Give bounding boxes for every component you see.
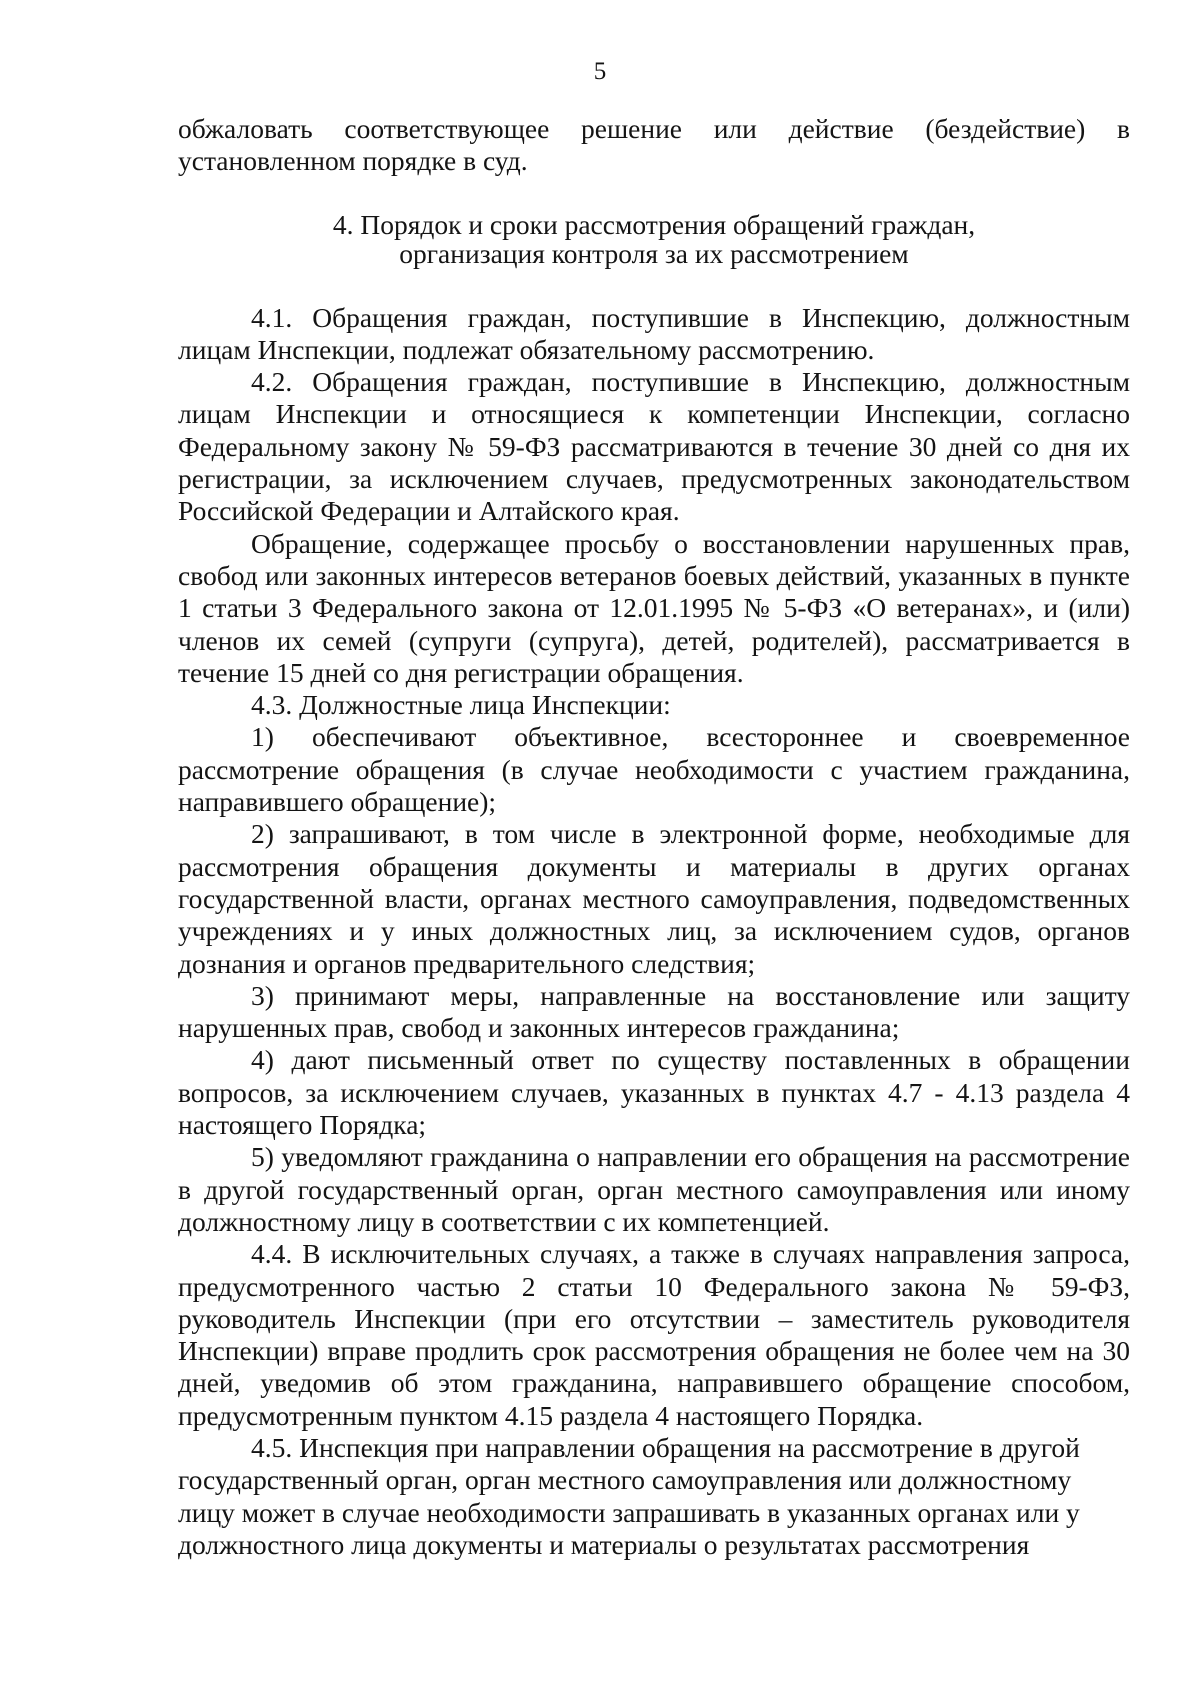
paragraph-4-4: 4.4. В исключительных случаях, а также в случаях направления запроса, предусмотренного частью 2 статьи 10 Федерального закона № 59-ФЗ, руководитель Инспекции (при его отсутствии – заместитель руководителя Инспекции) вправе продлить срок рассмотрения обращения не более чем на 30 дней, уведомив об этом гражданина, направившего обращение способом, предусмотренным пунктом 4.15 раздела 4 настоящего Порядка. xyxy=(178,1238,1130,1431)
list-item-3: 3) принимают меры, направленные на восстановление или защиту нарушенных прав, свобод и законных интересов гражданина; xyxy=(178,979,1130,1044)
section-heading xyxy=(178,210,1130,268)
list-item-4: 4) дают письменный ответ по существу поставленных в обращении вопросов, за исключением случаев, указанных в пунктах 4.7 - 4.13 раздела 4 настоящего Порядка; xyxy=(178,1044,1130,1141)
paragraph-4-1: 4.1. Обращения граждан, поступившие в Инспекцию, должностным лицам Инспекции, подлежат обязательному рассмотрению. xyxy=(178,301,1130,365)
paragraph-4-5: 4.5. Инспекция при направлении обращения на рассмотрение в другой государственный орган, орган местного самоуправления или должностному лицу может в случае необходимости запрашивать в указанных органах или у должностного лица документы и материалы о результатах рассмотрения xyxy=(178,1431,1080,1560)
section-heading-line-2: организация контроля за их рассмотрением xyxy=(399,237,909,269)
list-item-2: 2) запрашивают, в том числе в электронной форме, необходимые для рассмотрения обращения документы и материалы в других органах государственной власти, органах местного самоуправления, подведомственных учреждениях и у иных должностных лиц, за исключением судов, органов дознания и органов предварительного следствия; xyxy=(178,818,1130,979)
page-number: 5 xyxy=(593,58,607,85)
paragraph-4-2: 4.2. Обращения граждан, поступившие в Инспекцию, должностным лицам Инспекции и относящиеся к компетенции Инспекции, согласно Федеральному закону № 59-ФЗ рассматриваются в течение 30 дней со дня их регистрации, за исключением случаев, предусмотренных законодательством Российской Федерации и Алтайского края. xyxy=(178,366,1130,527)
opening-paragraph: обжаловать соответствующее решение или действие (бездействие) в установленном порядке в суд. xyxy=(178,113,1130,177)
list-item-5: 5) уведомляют гражданина о направлении его обращения на рассмотрение в другой государственный орган, орган местного самоуправления или иному должностному лицу в соответствии с их компетенцией. xyxy=(178,1141,1130,1237)
section-heading-line-1: 4. Порядок и сроки рассмотрения обращений граждан, xyxy=(332,208,976,240)
paragraph-4-3: 4.3. Должностные лица Инспекции: xyxy=(251,689,671,721)
document-body xyxy=(178,113,1130,1561)
paragraph-veterans: Обращение, содержащее просьбу о восстановлении нарушенных прав, свобод или законных интересов ветеранов боевых действий, указанных в пункте 1 статьи 3 Федерального закона от 12.01.1995 № 5-ФЗ «О ветеранах», и (или) членов их семей (супруги (супруга), детей, родителей), рассматривается в течение 15 дней со дня регистрации обращения. xyxy=(178,527,1130,688)
list-item-1: 1) обеспечивают объективное, всестороннее и своевременное рассмотрение обращения (в случае необходимости с участием гражданина, направившего обращение); xyxy=(178,721,1130,818)
